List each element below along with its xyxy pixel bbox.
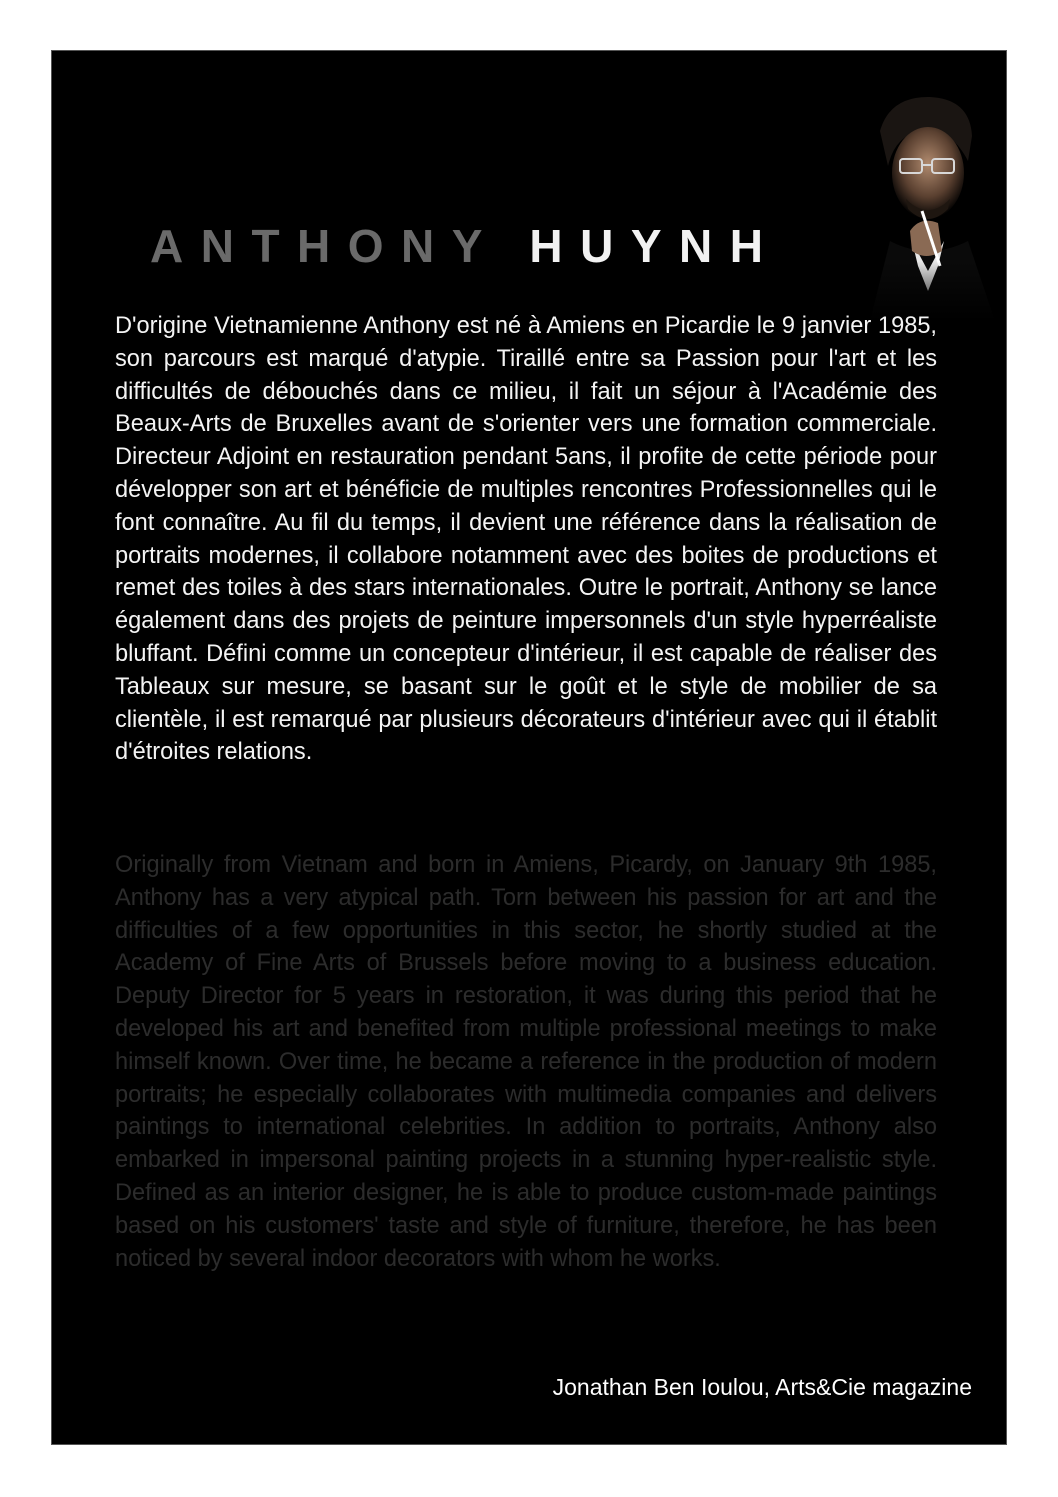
french-biography: D'origine Vietnamienne Anthony est né à Amiens en Picardie le 9 janvier 1985, son parcours est marqué d'atypie. Tiraillé entre sa Passion pour l'art et les difficultés de débouchés dans ce milieu, il fait un séjour à l'Académie des Beaux-Arts de Bruxelles avant de s'orienter vers une formation commerciale. Directeur Adjoint en restauration pendant 5ans, il profite de cette période pour développer son art et bénéficie de multiples rencontres Professionnelles qui le font connaître. Au fil du temps, il devient une référence dans la réalisation de portraits modernes, il collabore notamment avec des boites de productions et remet des toiles à des stars internationales. Outre le portrait, Anthony se lance également dans des projets de peinture impersonnels d'un style hyperréaliste bluffant. Défini comme un concepteur d'intérieur, il est capable de réaliser des Tableaux sur mesure, se basant sur le goût et le style de mobilier de sa clientèle, il est remarqué par plusieurs décorateurs d'intérieur avec qui il établit d'étroites relations. <box>115 313 937 766</box>
title-last-name: HUYNH <box>529 220 781 272</box>
page-title <box>150 220 781 272</box>
portrait-photo-icon <box>850 91 1000 321</box>
document-page <box>51 50 1007 1445</box>
english-biography: Originally from Vietnam and born in Amiens, Picardy, on January 9th 1985, Anthony has a very atypical path. Torn between his passion for art and the difficulties of a few opportunities in this sector, he shortly studied at the Academy of Fine Arts of Brussels before moving to a business education. Deputy Director for 5 years in restoration, it was during this period that he developed his art and benefited from multiple professional meetings to make himself known. Over time, he became a reference in the production of modern portraits; he especially collaborates with multimedia companies and delivers paintings to international celebrities. In addition to portraits, Anthony also embarked in impersonal painting projects in a stunning hyper-realistic style. Defined as an interior designer, he is able to produce custom-made paintings based on his customers' taste and style of furniture, therefore, he has been noticed by several indoor decorators with whom he works. <box>115 852 937 1272</box>
author-credit: Jonathan Ben Ioulou, Arts&Cie magazine <box>552 1374 972 1400</box>
title-first-name: ANTHONY <box>150 220 500 272</box>
